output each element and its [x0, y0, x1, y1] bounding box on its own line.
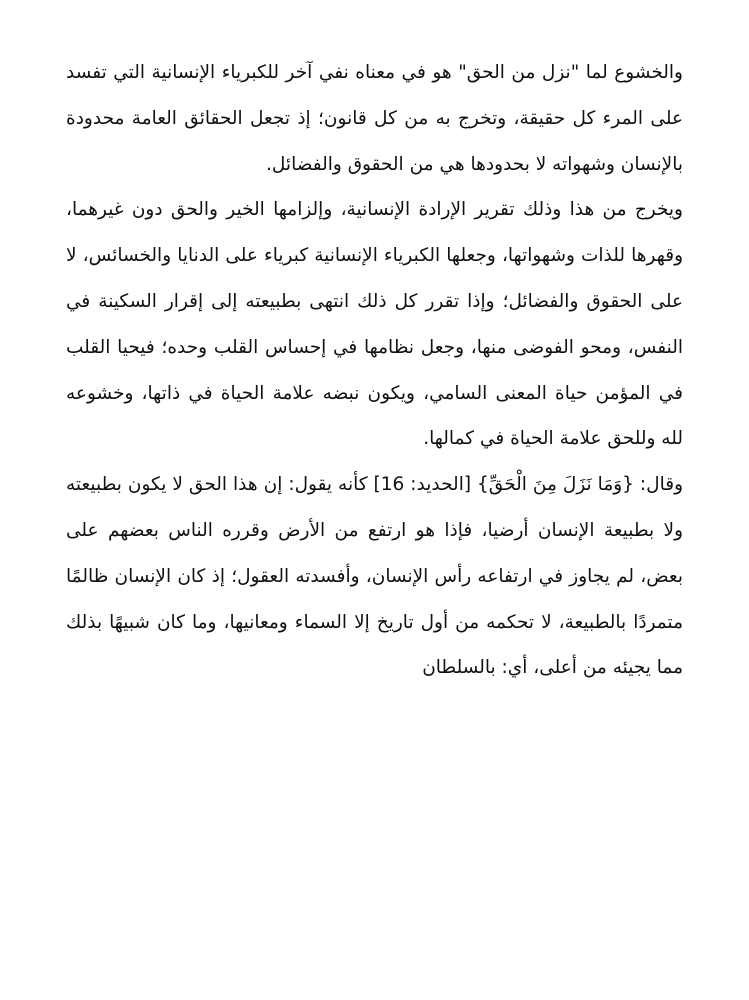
paragraph-1: والخشوع لما "نزل من الحق" هو في معناه نفي آخر للكبرياء الإنسانية التي تفسد على المرء كل حقيقة، وتخرج به من كل قانون؛ إذ تجعل الحقائق العامة محدودة بالإنسان وشهواته لا بحدودها هي من الحقوق والفضائل. [66, 62, 683, 175]
document-body [66, 50, 683, 691]
paragraph-2: ويخرج من هذا وذلك تقرير الإرادة الإنسانية، وإلزامها الخير والحق دون غيرهما، وقهرها للذات وشهواتها، وجعلها الكبرياء الإنسانية كبرياء على الدنايا والخسائس، لا على الحقوق والفضائل؛ وإذا تقرر كل ذلك انتهى بطبيعته إلى إقرار السكينة في النفس، ومحو الفوضى منها، وجعل نظامها في إحساس القلب وحده؛ فيحيا القلب في المؤمن حياة المعنى السامي، ويكون نبضه علامة الحياة في ذاتها، وخشوعه لله وللحق علامة الحياة في كمالها. [66, 199, 683, 450]
paragraph-3: وقال: {وَمَا نَزَلَ مِنَ الْحَقِّ} [الحديد: 16] كأنه يقول: إن هذا الحق لا يكون بطبيعته ولا بطبيعة الإنسان أرضيا، فإذا هو ارتفع من الأرض وقرره الناس بعضهم على بعض، لم يجاوز في ارتفاعه رأس الإنسان، وأفسدته العقول؛ إذ كان الإنسان ظالمًا متمردًا بالطبيعة، لا تحكمه من أول تاريخ إلا السماء ومعانيها، وما كان شبيهًا بذلك مما يجيئه من أعلى، أي: بالسلطان [66, 474, 683, 679]
